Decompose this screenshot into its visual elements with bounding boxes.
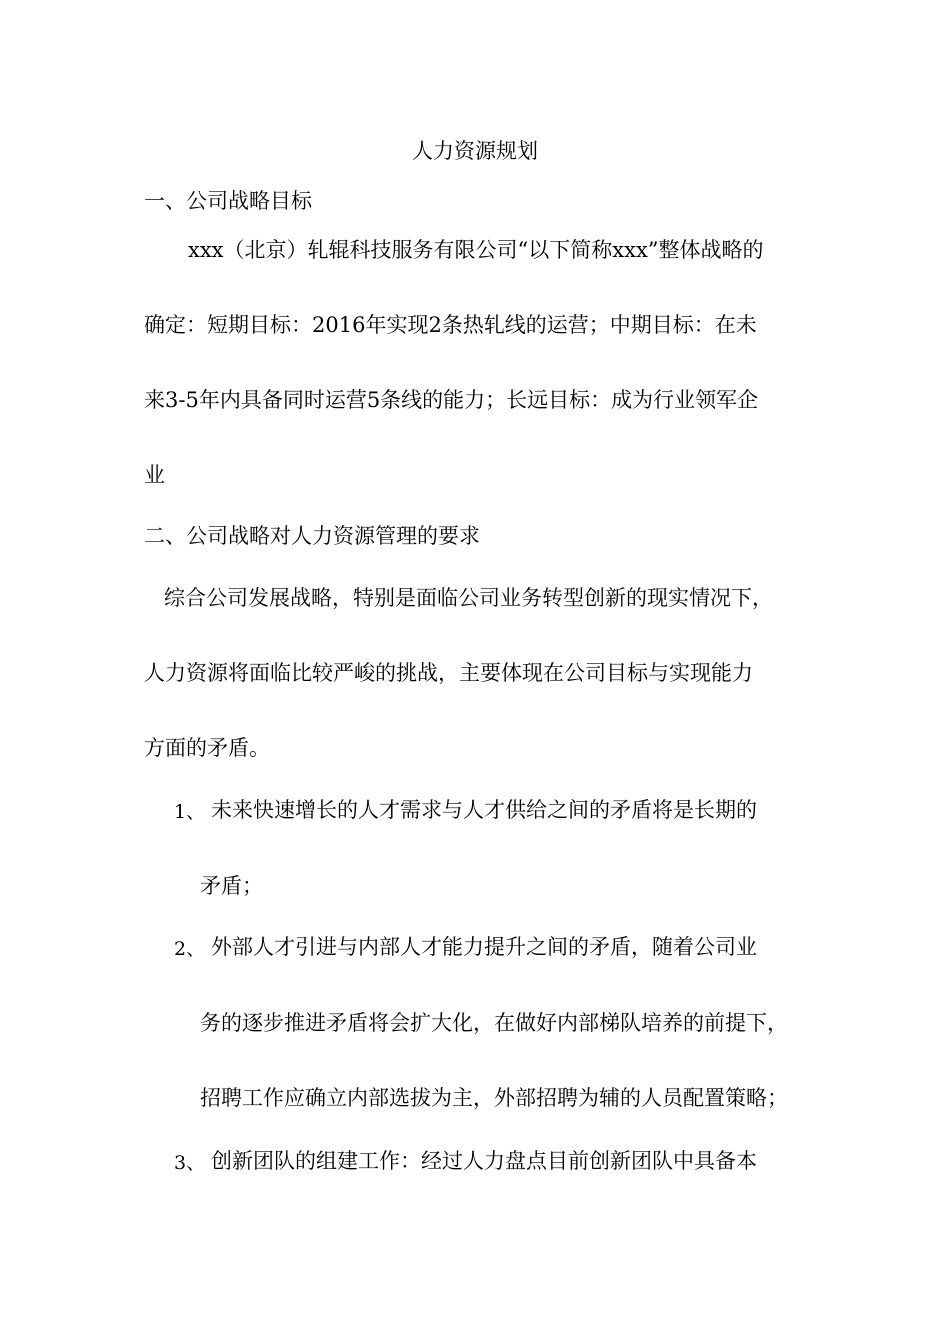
list-item-number: 3、 [174,1152,206,1174]
list-item-number: 1、 [174,801,206,823]
list-item-line: 招聘工作应确立内部选拔为主，外部招聘为辅的人员配置策略； [200,1086,788,1110]
list-item-line: 外部人才引进与内部人才能力提升之间的矛盾，随着公司业 [211,935,757,959]
paragraph-line: 综合公司发展战略，特别是面临公司业务转型创新的现实情况下， [164,586,773,610]
list-item-line: 矛盾； [200,874,263,898]
page-title: 人力资源规划 [412,139,538,163]
list-item-line: 务的逐步推进矛盾将会扩大化，在做好内部梯队培养的前提下， [200,1011,788,1035]
section-heading-2: 二、公司战略对人力资源管理的要求 [144,524,480,548]
paragraph-line: 方面的矛盾。 [144,736,270,760]
paragraph-line: 确定：短期目标：2016年实现2条热轧线的运营；中期目标：在未 [144,313,757,337]
list-item-line: 未来快速增长的人才需求与人才供给之间的矛盾将是长期的 [211,798,757,822]
paragraph-line: xxx（北京）轧辊科技服务有限公司“以下简称xxx”整体战略的 [188,238,764,262]
list-item-number: 2、 [174,938,206,960]
paragraph-line: 来3-5年内具备同时运营5条线的能力；长远目标：成为行业领军企 [144,388,759,412]
section-heading-1: 一、公司战略目标 [144,189,312,213]
paragraph-line: 业 [144,463,165,487]
list-item-line: 创新团队的组建工作：经过人力盘点目前创新团队中具备本 [211,1149,757,1173]
paragraph-line: 人力资源将面临比较严峻的挑战，主要体现在公司目标与实现能力 [144,661,753,685]
